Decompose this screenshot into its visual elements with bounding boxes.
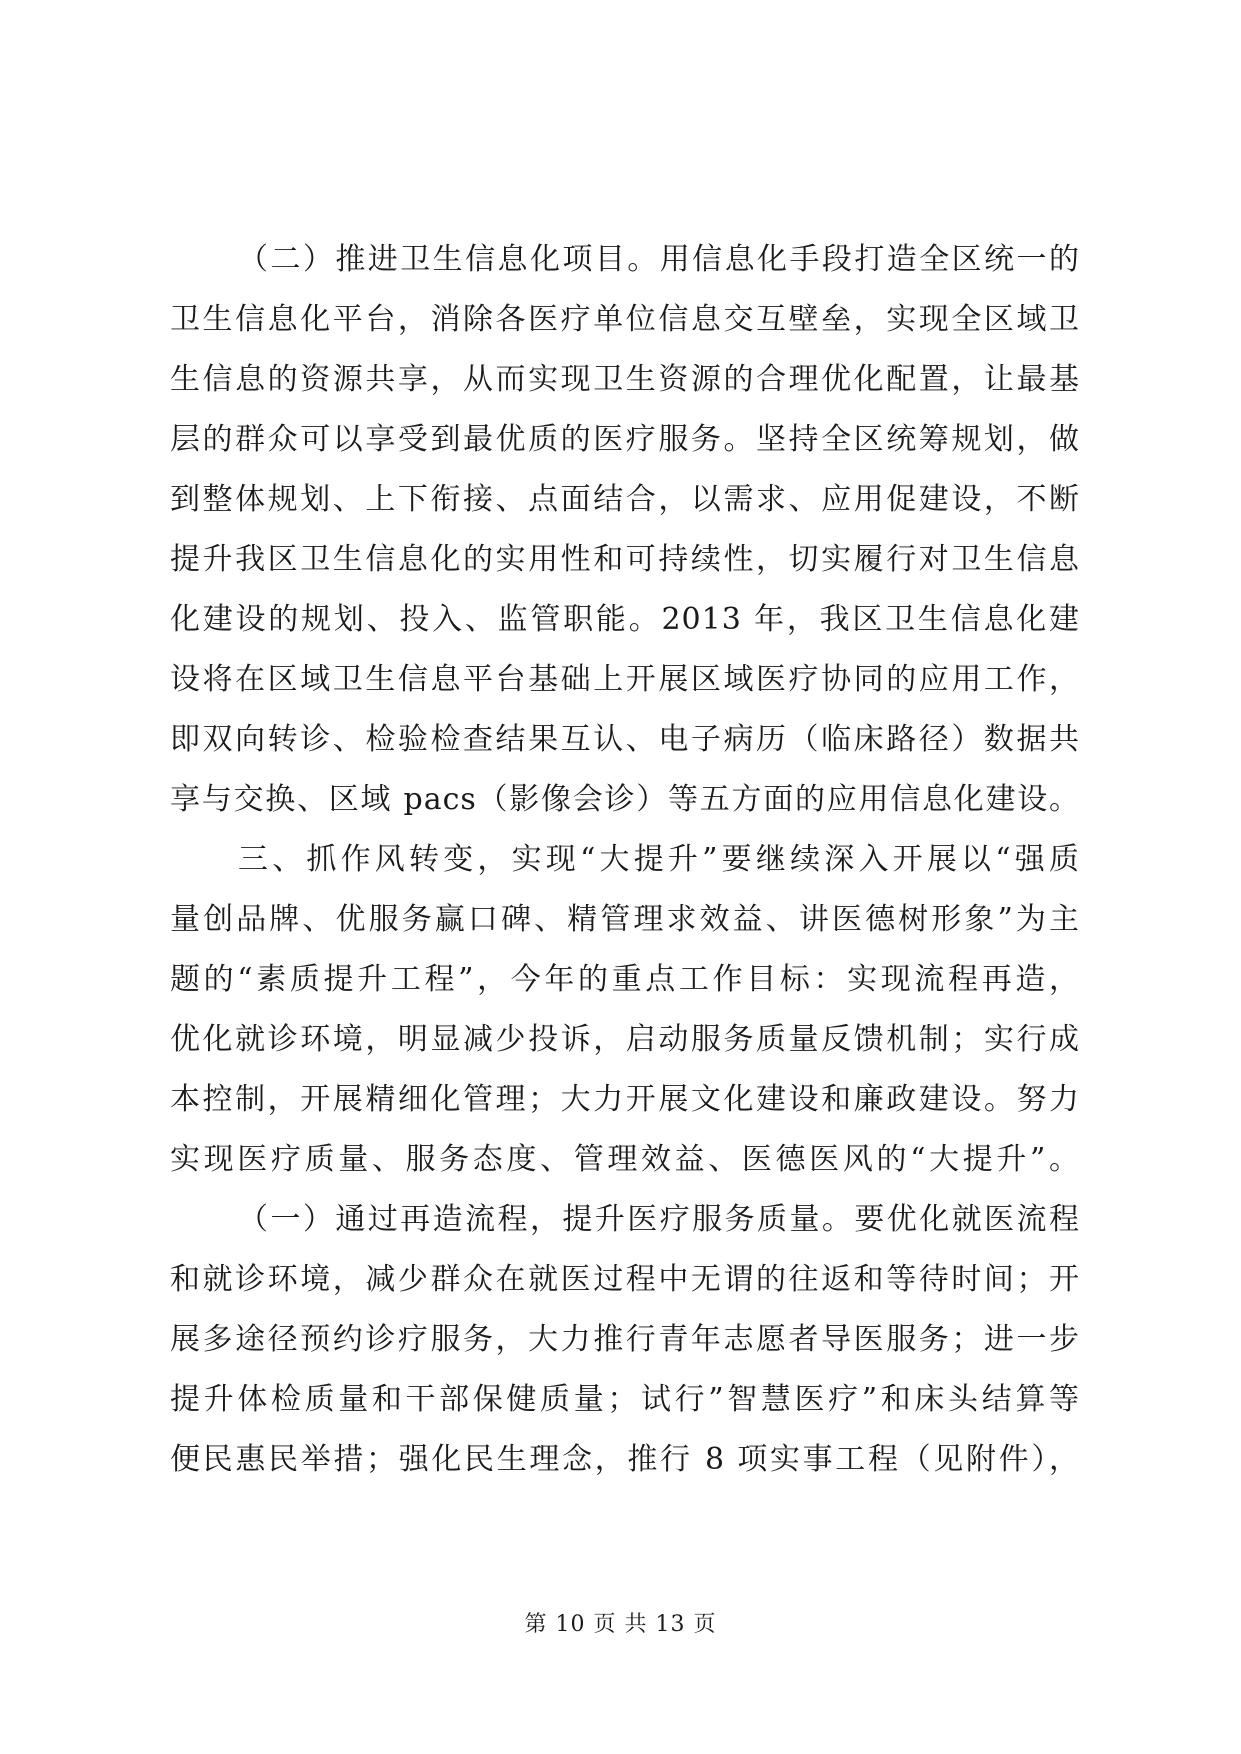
paragraph-line: 优化就诊环境，明显减少投诉，启动服务质量反馈机制；实行成 bbox=[170, 1022, 1080, 1057]
paragraph-line: 和就诊环境，减少群众在就医过程中无谓的往返和等待时间；开 bbox=[170, 1262, 1080, 1297]
paragraph-line: 即双向转诊、检验检查结果互认、电子病历（临床路径）数据共 bbox=[170, 722, 1080, 757]
paragraph-first-line: （二）推进卫生信息化项目。用信息化手段打造全区统一的 bbox=[238, 242, 1080, 277]
paragraph-line: 设将在区域卫生信息平台基础上开展区域医疗协同的应用工作， bbox=[170, 662, 1080, 697]
paragraph-first-line: （一）通过再造流程，提升医疗服务质量。要优化就医流程 bbox=[238, 1202, 1080, 1237]
paragraph-first-line: 三、抓作风转变，实现“大提升”要继续深入开展以“强质 bbox=[238, 842, 1080, 877]
paragraph-line: 题的“素质提升工程”，今年的重点工作目标：实现流程再造， bbox=[170, 962, 1080, 997]
paragraph-line: 量创品牌、优服务赢口碑、精管理求效益、讲医德树形象”为主 bbox=[170, 902, 1080, 937]
paragraph-line: 享与交换、区域 pacs（影像会诊）等五方面的应用信息化建设。 bbox=[170, 782, 1080, 817]
paragraph-line: 提升我区卫生信息化的实用性和可持续性，切实履行对卫生信息 bbox=[170, 542, 1080, 577]
paragraph-line: 便民惠民举措；强化民生理念，推行 8 项实事工程（见附件）， bbox=[170, 1442, 1080, 1477]
paragraph-line: 到整体规划、上下衔接、点面结合，以需求、应用促建设，不断 bbox=[170, 482, 1080, 517]
paragraph-line: 化建设的规划、投入、监管职能。2013 年，我区卫生信息化建 bbox=[170, 602, 1080, 637]
document-body bbox=[170, 230, 1080, 1490]
paragraph-line: 卫生信息化平台，消除各医疗单位信息交互壁垒，实现全区域卫 bbox=[170, 302, 1080, 337]
paragraph-line: 展多途径预约诊疗服务，大力推行青年志愿者导医服务；进一步 bbox=[170, 1322, 1080, 1357]
paragraph-line: 层的群众可以享受到最优质的医疗服务。坚持全区统筹规划，做 bbox=[170, 422, 1080, 457]
paragraph-line: 生信息的资源共享，从而实现卫生资源的合理优化配置，让最基 bbox=[170, 362, 1080, 397]
page-footer: 第 10 页 共 13 页 bbox=[524, 1612, 717, 1637]
paragraph-line: 本控制，开展精细化管理；大力开展文化建设和廉政建设。努力 bbox=[170, 1082, 1080, 1117]
paragraph-line: 实现医疗质量、服务态度、管理效益、医德医风的“大提升”。 bbox=[170, 1142, 1080, 1177]
paragraph-line: 提升体检质量和干部保健质量；试行”智慧医疗”和床头结算等 bbox=[170, 1382, 1080, 1417]
